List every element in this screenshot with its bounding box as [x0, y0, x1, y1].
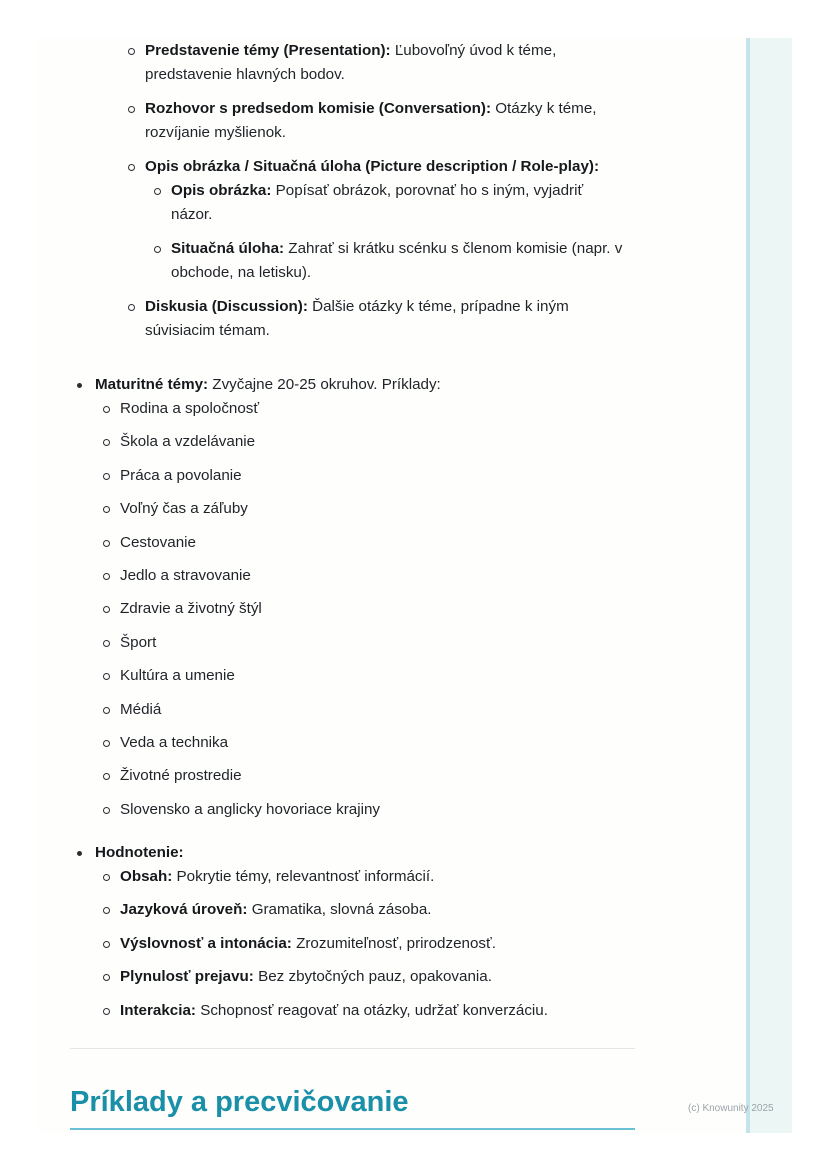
topics-section — [95, 373, 655, 831]
evaluation-item: Plynulosť prejavu: Bez zbytočných pauz, opakovania. — [120, 965, 655, 989]
evaluation-item: Jazyková úroveň: Gramatika, slovná zásoba. — [120, 898, 655, 922]
topic-item: Rodina a spoločnosť — [120, 397, 655, 421]
list-item: Situačná úloha: Zahrať si krátku scénku s členom komisie (napr. v obchode, na letisku). — [171, 237, 625, 285]
topic-item: Veda a technika — [120, 731, 655, 755]
topics-heading-item: Maturitné témy: Zvyčajne 20-25 okruhov. Príklady: Rodina a spoločnosť Škola a vzdelávanie Práca a povolanie Voľný čas a záľuby Cestovanie Jedlo a stravovanie Zdravie a životný štýl Šport Kultúra a umenie Médiá Veda a technika Životné prostredie Slovensko a anglicky hovoriace krajiny — [95, 373, 655, 822]
section-divider — [70, 1048, 635, 1049]
topics-list — [95, 397, 655, 822]
side-panel — [746, 38, 792, 1133]
topic-item: Slovensko a anglicky hovoriace krajiny — [120, 798, 655, 822]
evaluation-heading-item: Hodnotenie: Obsah: Pokrytie témy, relevantnosť informácií. Jazyková úroveň: Gramatika, slovná zásoba. Výslovnosť a intonácia: Zrozumiteľnosť, prirodzenosť. Plynulosť prejavu: Bez zbytočných pauz, opakovania. Interakcia: Schopnosť reagovať na otázky, udržať konverzáciu. — [95, 841, 655, 1023]
side-accent-line — [746, 38, 750, 1133]
list-item: Opis obrázka: Popísať obrázok, porovnať ho s iným, vyjadriť názor. — [171, 179, 625, 227]
heading-underline — [70, 1128, 635, 1130]
topic-item: Zdravie a životný štýl — [120, 597, 655, 621]
topic-item: Cestovanie — [120, 531, 655, 555]
topic-item: Voľný čas a záľuby — [120, 497, 655, 521]
evaluation-item: Výslovnosť a intonácia: Zrozumiteľnosť, prirodzenosť. — [120, 932, 655, 956]
section-heading: Príklady a precvičovanie — [70, 1086, 409, 1118]
copyright-text: (c) Knowunity 2025 — [688, 1103, 774, 1114]
topic-item: Jedlo a stravovanie — [120, 564, 655, 588]
exam-parts-list — [145, 39, 625, 353]
topic-item: Škola a vzdelávanie — [120, 430, 655, 454]
evaluation-item: Interakcia: Schopnosť reagovať na otázky, udržať konverzáciu. — [120, 999, 655, 1023]
evaluation-section — [95, 841, 655, 1032]
evaluation-list — [95, 865, 655, 1023]
list-item: Diskusia (Discussion): Ďalšie otázky k téme, prípadne k iným súvisiacim témam. — [145, 295, 625, 343]
picture-roleplay-sublist — [145, 179, 625, 285]
list-item: Rozhovor s predsedom komisie (Conversation): Otázky k téme, rozvíjanie myšlienok. — [145, 97, 625, 145]
topic-item: Životné prostredie — [120, 764, 655, 788]
list-item: Opis obrázka / Situačná úloha (Picture description / Role-play): Opis obrázka: Popísať obrázok, porovnať ho s iným, vyjadriť názor. Situačná úloha: Zahrať si krátku scénku s členom komisie (napr. v obchode, na letisku). — [145, 155, 625, 285]
topic-item: Kultúra a umenie — [120, 664, 655, 688]
topic-item: Práca a povolanie — [120, 464, 655, 488]
topic-item: Médiá — [120, 698, 655, 722]
topic-item: Šport — [120, 631, 655, 655]
list-item: Predstavenie témy (Presentation): Ľubovoľný úvod k téme, predstavenie hlavných bodov. — [145, 39, 625, 87]
evaluation-item: Obsah: Pokrytie témy, relevantnosť informácií. — [120, 865, 655, 889]
